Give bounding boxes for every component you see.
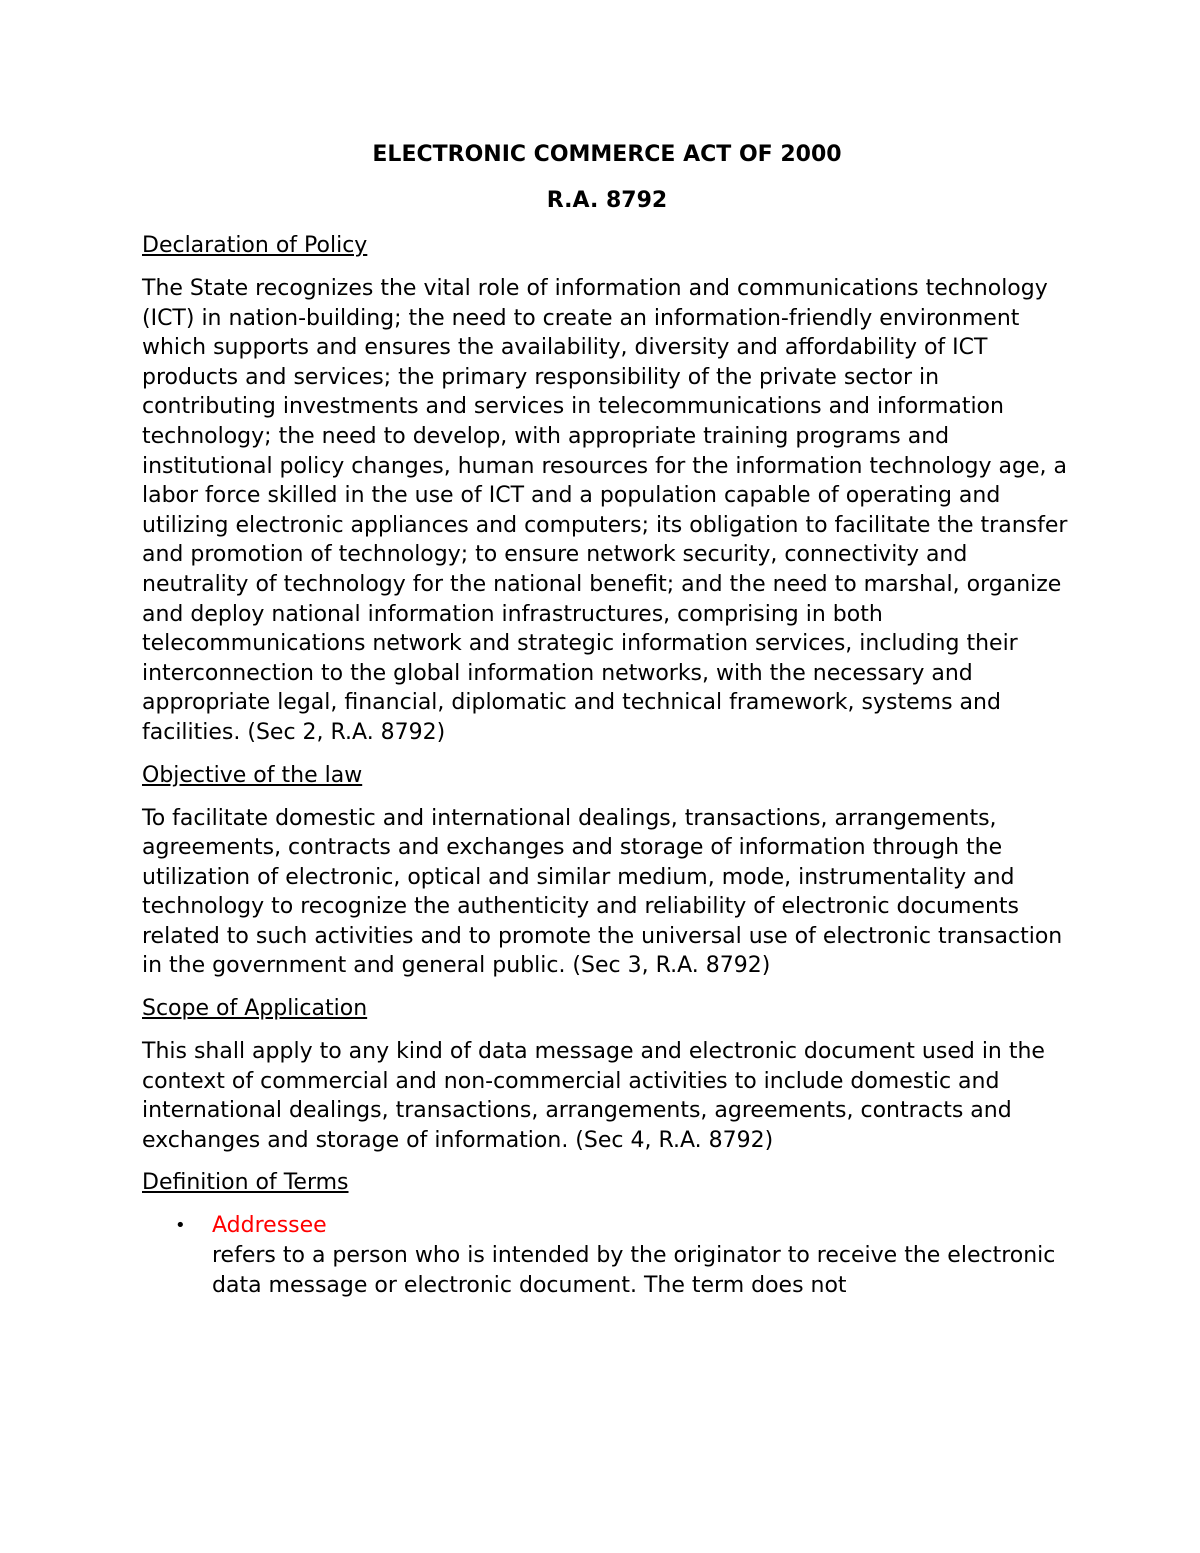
section-heading-scope: Scope of Application bbox=[142, 996, 368, 1022]
terms-list bbox=[142, 1211, 1072, 1300]
document-title: ELECTRONIC COMMERCE ACT OF 2000 bbox=[372, 142, 842, 167]
term-name: Addressee bbox=[212, 1213, 327, 1239]
document-subtitle: R.A. 8792 bbox=[546, 188, 668, 213]
document-page bbox=[142, 138, 1072, 1300]
section-text-declaration: The State recognizes the vital role of information and communications technology (ICT) in nation-building; the need to create an information-friendly environment which supports and ensures the availability, diversity and affordability of ICT products and services; the primary responsibility of the private sector in contributing investments and services in telecommunications and information technology; the need to develop, with appropriate training programs and institutional policy changes, human resources for the information technology age, a labor force skilled in the use of ICT and a population capable of operating and utilizing electronic appliances and computers; its obligation to facilitate the transfer and promotion of technology; to ensure network security, connectivity and neutrality of technology for the national benefit; and the need to marshal, organize and deploy national information infrastructures, comprising in both telecommunications network and strategic information services, including their interconnection to the global information networks, with the necessary and appropriate legal, financial, diplomatic and technical framework, systems and facilities. (Sec 2, R.A. 8792) bbox=[142, 276, 1068, 745]
section-heading-declaration: Declaration of Policy bbox=[142, 233, 368, 258]
list-item bbox=[175, 1211, 1072, 1300]
section-heading-objective: Objective of the law bbox=[142, 762, 363, 788]
bullet-icon: • bbox=[175, 1215, 186, 1237]
section-text-scope: This shall apply to any kind of data message and electronic document used in the context of commercial and non-commercial activities to include domestic and international dealings, transactions, arrangements, agreements, contracts and exchanges and storage of information. (Sec 4, R.A. 8792) bbox=[142, 1039, 1045, 1153]
term-definition: refers to a person who is intended by the originator to receive the electronic data message or electronic document. The term does not bbox=[212, 1243, 1056, 1298]
section-heading-definitions: Definition of Terms bbox=[142, 1170, 349, 1196]
section-text-objective: To facilitate domestic and international dealings, transactions, arrangements, agreements, contracts and exchanges and storage of information through the utilization of electronic, optical and similar medium, mode, instrumentality and technology to recognize the authenticity and reliability of electronic documents related to such activities and to promote the universal use of electronic transaction in the government and general public. (Sec 3, R.A. 8792) bbox=[142, 805, 1063, 979]
